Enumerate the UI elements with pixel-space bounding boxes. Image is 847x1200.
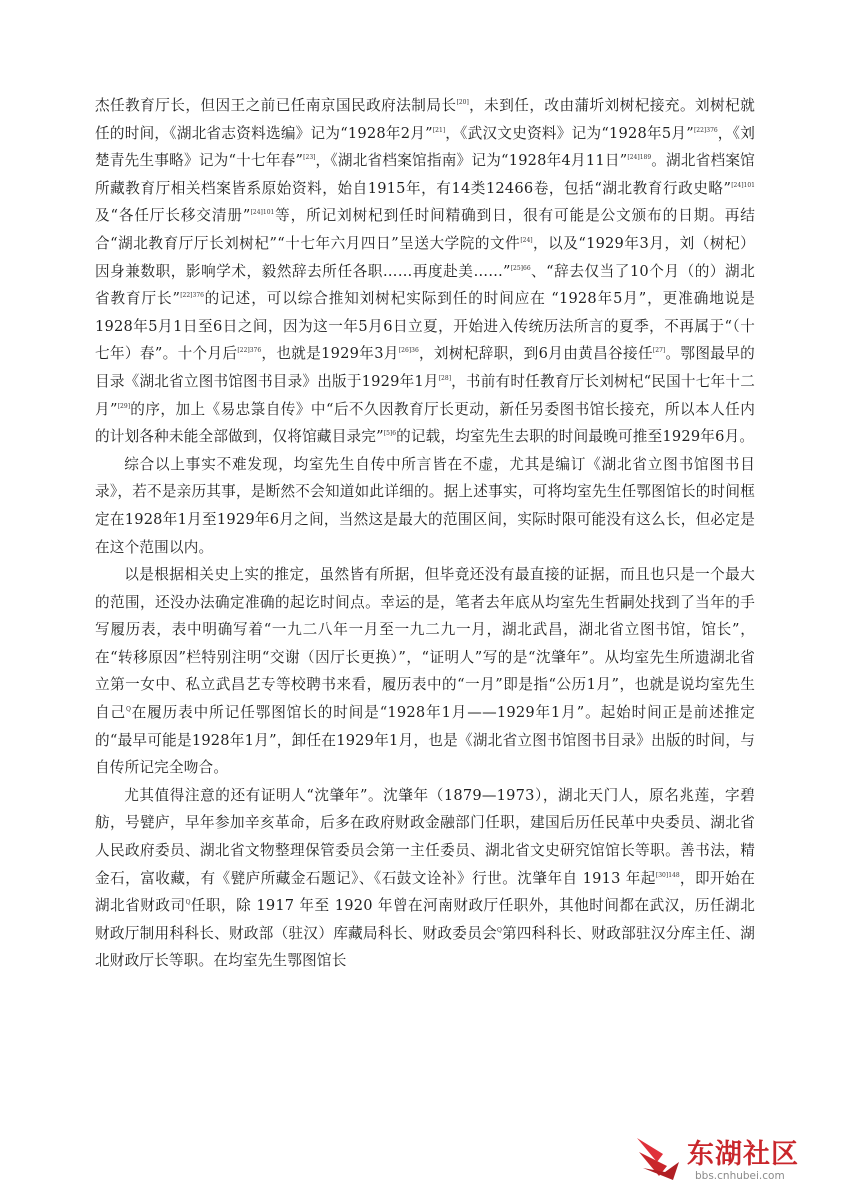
text-run: 以是根据相关史上实的推定，虽然皆有所据，但毕竟还没有最直接的证据，而且也只是一个最大的范围，还没办法确定准确的起讫时间点。幸运的是，笔者去年底从均室先生哲嗣处找到了当年的手写履历表，表中明确写着“一九二八年一月至一九二九一月，湖北武昌，湖北省立图书馆，馆长”，在“转移原因”栏特别注明“交谢（因厅长更换）”，“证明人”写的是“沈肇年”。从均室先生所遗湖北省立第一女中、私立武昌艺专等校聘书来看，履历表中的“一月”即是指“公历1月”，也就是说均室先生自己	[95, 566, 755, 722]
citation-mark: Q	[496, 926, 502, 934]
paragraph	[95, 561, 755, 782]
citation-mark: [24]101	[731, 181, 755, 189]
text-run: ，《湖北省档案馆指南》记为“1928年4月11日”	[315, 152, 628, 170]
text-run: 尤其值得注意的还有证明人“沈肇年”。沈肇年（1879—1973），湖北天门人，原名兆莲，字碧舫，号甓庐，早年参加辛亥革命，后多在政府财政金融部门任职，建国后历任民革中央委员、湖北省人民政府委员、湖北省文物整理保管委员会第一主任委员、湖北省文史研究馆馆长等职。善书法，精金石，富收藏，有《甓庐所藏金石题记》、《石鼓文诠补》行世。沈肇年自 1913 年起	[95, 786, 755, 887]
citation-mark: [22]376	[693, 126, 718, 134]
citation-mark: Q	[185, 899, 191, 907]
text-run: 及“各任厅长移交清册”	[95, 207, 251, 225]
paragraph	[95, 451, 755, 561]
watermark	[633, 1130, 833, 1190]
text-run: ，《武汉文史资料》记为“1928年5月”	[445, 124, 694, 142]
text-run: 第四科科长、财政部驻汉分库主任、湖北财政厅长等职。在均室先生鄂图馆长	[95, 924, 756, 970]
citation-mark: [21]	[432, 126, 446, 134]
text-run: 等，所记刘树杞到任时间精确到日，很有可能是公文颁布的日期。再结合“湖北教育厅厅长刘树杞”“十七年六月四日”呈送大学院的文件	[95, 207, 756, 252]
text-run: ，也就是1929年3月	[261, 345, 399, 363]
text-run: ，即开始在湖北省财政司	[95, 869, 755, 915]
text-run: ，未到任，改由蒲圻刘树杞接充。刘树杞就任的时间，《湖北省志资料选编》记为“1928年2月”	[95, 97, 755, 142]
text-run: 综合以上事实不难发现，均室先生自传中所言皆在不虚，尤其是编订《湖北省立图书馆图书目录》，若不是亲历其事，是断然不会知道如此详细的。据上述事实，可将均室先生任鄂图馆长的时间框定在1928年1月至1929年6月之间，当然这是最大的范围区间，实际时限可能没有这么长，但必定是在这个范围以内。	[95, 455, 755, 556]
text-run: 在履历表中所记任鄂图馆长的时间是“1928年1月——1929年1月”。起始时间正是前述推定的“最早可能是1928年1月”，卸任在1929年1月，也是《湖北省立图书馆图书目录》出版的时间，与自传所记完全吻合。	[95, 704, 755, 777]
text-run: 、“辞去仅当了10个月（的）湖北省教育厅长”	[95, 262, 755, 308]
citation-mark: [24]	[520, 236, 533, 244]
text-run: ，以及“1929年3月，刘（树杞）因身兼数职，影响学术，毅然辞去所任各职……再度赴美……”	[95, 234, 755, 280]
citation-mark: [25]66	[510, 264, 531, 272]
text-run: 。鄂图最早的目录《湖北省立图书馆图书目录》出版于1929年1月	[95, 345, 755, 390]
citation-mark: [30]148	[655, 871, 680, 879]
text-run: 任职，除 1917 年至 1920 年曾在河南财政厅任职外，其他时间都在武汉，历任湖北财政厅制用科科长、财政部（驻汉）库藏局科长、财政委员会	[95, 897, 755, 942]
citation-mark: [20]	[456, 99, 469, 106]
text-run: 的记述，可以综合推知刘树杞实际到任的时间应在 “1928年5月”，更准确地说是1928年5月1日至6日之间，因为这一年5月6日立夏，开始进入传统历法所言的夏季，不再属于“（十七年）春”。十个月后	[95, 290, 755, 363]
watermark-title: 东湖社区	[687, 1139, 799, 1170]
citation-mark: [23]	[303, 154, 316, 162]
document-body	[95, 92, 755, 975]
text-run: 的记载，均室先生去职的时间最晚可推至1929年6月。	[396, 428, 755, 446]
citation-mark: [29]	[117, 402, 131, 410]
citation-mark: [5]6	[383, 430, 397, 438]
citation-mark: [22]376	[237, 347, 262, 355]
text-run: 。湖北省档案馆所藏教育厅相关档案皆系原始资料，始自1915年，有14类12466卷，包括“湖北教育行政史略”	[95, 152, 755, 197]
citation-mark: [24]189	[627, 154, 652, 162]
citation-mark: [24]101	[250, 209, 275, 217]
text-run: ，书前有时任教育厅长刘树杞“民国十七年十二月”	[95, 372, 755, 418]
paragraph	[95, 782, 755, 975]
text-run: ，《刘楚青先生事略》记为“十七年春”	[95, 124, 755, 170]
citation-mark: [26]36	[398, 347, 419, 355]
watermark-url: bbs.cnhubei.com	[695, 1170, 785, 1182]
red-swoosh-logo-icon	[633, 1132, 683, 1184]
text-run: 杰任教育厅长，但因王之前已任南京国民政府法制局长	[95, 97, 457, 114]
citation-mark: [27]	[652, 347, 666, 355]
citation-mark: [28]	[438, 374, 452, 382]
citation-mark: Q	[126, 706, 131, 714]
paragraph	[95, 92, 755, 451]
text-run: 的序，加上《易忠箓自传》中“后不久因教育厅长更动，新任另委图书馆长接充，所以本人任内的计划各种未能全部做到，仅将馆藏目录完”	[95, 400, 755, 446]
text-run: ，刘树杞辞职，到6月由黄昌谷接任	[418, 345, 653, 363]
citation-mark: [22]376	[180, 292, 204, 300]
